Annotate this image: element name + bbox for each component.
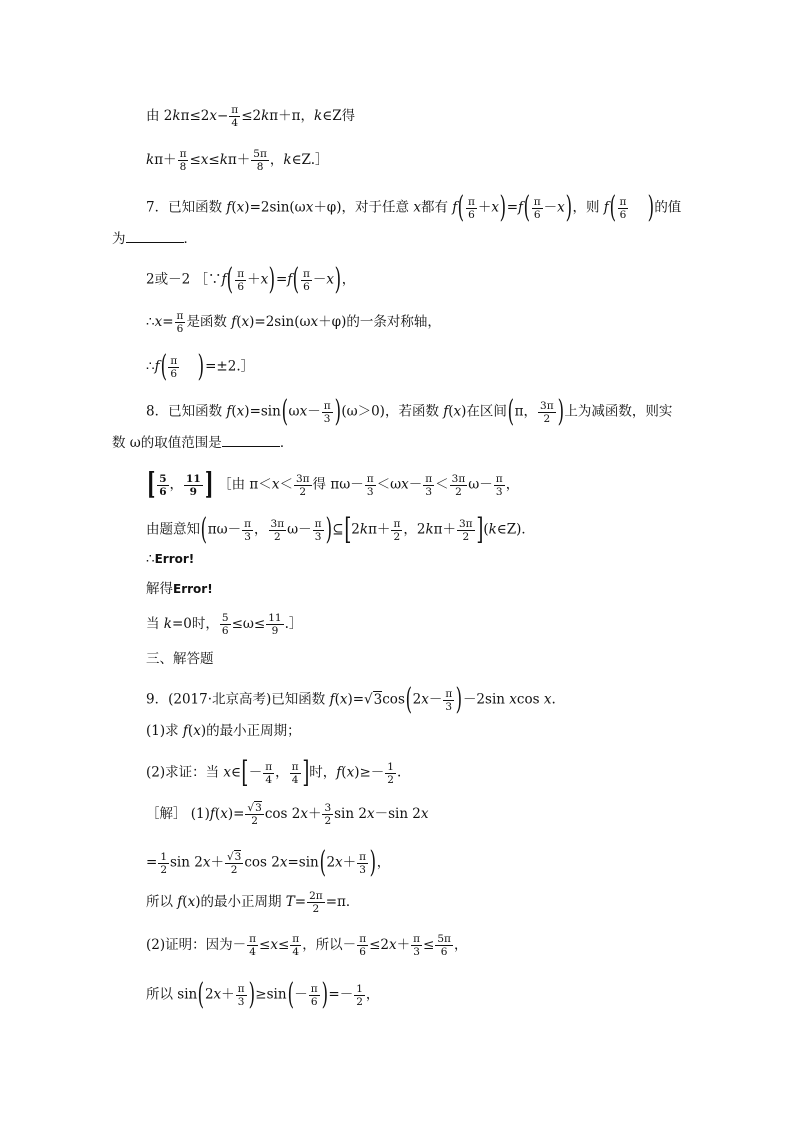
q8-answer-line2: 由题意知(πω－ $\frac{\pi}{3}$ ， $\frac{3\pi}{2}$ ω－ $\frac{\pi}{3}$ )⊆[2kπ＋ $\frac{\pi}{2}$ ，2kπ＋ $\frac{3\pi}{2}$ ](k∈Z)． (146, 512, 535, 547)
q7-question-line2: 为 ． (112, 231, 197, 247)
q7-question-line1: 7．已知函数 f(x)=2sin(ωx＋φ)，对于任意 x都有 f( $\frac{\pi}{6}$ ＋x)=f( $\frac{\pi}{6}$ －x)，则 f( $\frac{\pi}{6}$ )的值 (146, 190, 682, 225)
q8-answer-line3: 当 k=0时， $\frac{5}{6}$ ≤ω≤ $\frac{11}{9}$ .］ (146, 612, 303, 637)
q8-question-line1: 8．已知函数 f(x)=sin(ωx－ $\frac{\pi}{3}$ )(ω＞0)，若函数 f(x)在区间(π， $\frac{3\pi}{2}$ )上为减函数，则实 (146, 394, 673, 429)
q9-solution-line4: (2)证明：因为－ $\frac{\pi}{4}$ ≤x≤ $\frac{\pi}{4}$ ，所以－ $\frac{\pi}{6}$ ≤2x＋ $\frac{\pi}{3}$ ≤ $\frac{5\pi}{6}$ ， (146, 933, 468, 958)
q8-answer-line1: [ $\frac{5}{6}$ ， $\frac{11}{9}$ ] ［由 π＜x＜ $\frac{3\pi}{2}$ 得 πω－ $\frac{\pi}{3}$ ＜ωx－ $\frac{\pi}{3}$ ＜ $\frac{3\pi}{2}$ ω－ $\frac{\pi}{3}$ ， (146, 467, 520, 502)
q8-question-line2: 数 ω的取值范围是 ． (112, 435, 294, 451)
q9-question: 9．(2017·北京高考)已知函数 f(x)=√3cos(2x－ $\frac{\pi}{3}$ )－2sin xcos x. (146, 682, 556, 717)
q9-solution-line5: 所以 sin(2x＋ $\frac{\pi}{3}$ )≥sin(－ $\frac{\pi}{6}$ )=－ $\frac{1}{2}$ ， (146, 977, 380, 1012)
q7-answer-line3: ∴f( $\frac{\pi}{6}$ )=±2.］ (146, 349, 255, 384)
q8-error-line2: 解得Error! (146, 581, 213, 597)
q9-part2: (2)求证：当 x∈[－ $\frac{\pi}{4}$ ， $\frac{\pi}{4}$ ]时，f(x)≥－ $\frac{1}{2}$ . (146, 755, 402, 790)
q8-answer-blank (222, 434, 280, 447)
line-1: 由 2kπ≤2x− $\frac{\pi}{4}$ ≤2kπ＋π，k∈Z得 (146, 104, 356, 129)
q7-answer-blank (126, 230, 184, 243)
line-2: kπ＋ $\frac{\pi}{8}$ ≤x≤kπ＋ $\frac{5\pi}{8}$ ，k∈Z.］ (146, 148, 329, 173)
q7-answer-line1: 2或－2 ［∵f( $\frac{\pi}{6}$ ＋x)=f( $\frac{\pi}{6}$ －x)， (146, 262, 356, 297)
q7-answer-line2: ∴x= $\frac{\pi}{6}$ 是函数 f(x)=2sin(ωx＋φ)的一条对称轴， (146, 310, 441, 335)
q8-error-line1: ∴Error! (146, 551, 195, 567)
q9-solution-line3: 所以 f(x)的最小正周期 T= $\frac{2\pi}{2}$ =π． (146, 890, 360, 915)
q9-part1: (1)求 f(x)的最小正周期； (146, 723, 301, 739)
q9-solution-line1: ［解］ (1)f(x)= $\frac{√3}{2}$ cos 2x＋ $\frac{3}{2}$ sin 2x－sin 2x (146, 802, 429, 827)
q9-solution-line2: = $\frac{1}{2}$ sin 2x＋ $\frac{√3}{2}$ cos 2x=sin(2x＋ $\frac{\pi}{3}$ )， (146, 845, 391, 880)
section-heading: 三、解答题 (146, 651, 214, 667)
